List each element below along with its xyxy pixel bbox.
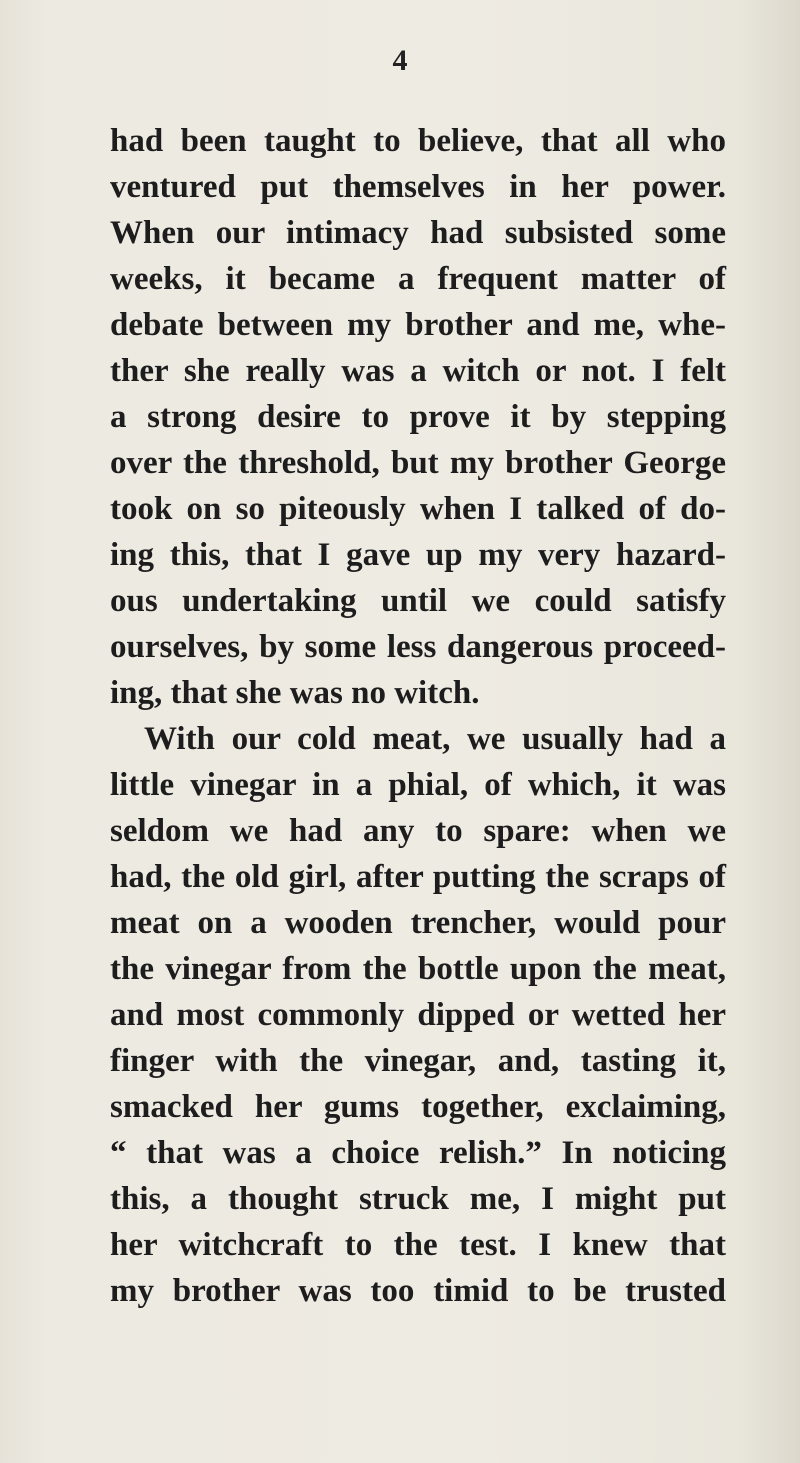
text-line: meat on a wooden trencher, would pour	[110, 905, 726, 941]
text-line: took on so piteously when I talked of do-	[110, 491, 726, 527]
text-line: debate between my brother and me, whe-	[110, 307, 726, 343]
text-line: the vinegar from the bottle upon the meat,	[110, 951, 726, 987]
text-line: “ that was a choice relish.” In noticing	[110, 1135, 726, 1171]
text-line: and most commonly dipped or wetted her	[110, 997, 726, 1033]
text-line: ing this, that I gave up my very hazard-	[110, 537, 726, 573]
text-line: With our cold meat, we usually had a	[144, 721, 726, 757]
text-line: this, a thought struck me, I might put	[110, 1181, 726, 1217]
text-line: smacked her gums together, exclaiming,	[110, 1089, 726, 1125]
text-line: ventured put themselves in her power.	[110, 169, 726, 205]
text-line: ous undertaking until we could satisfy	[110, 583, 726, 619]
text-line: seldom we had any to spare: when we	[110, 813, 726, 849]
text-line: ther she really was a witch or not. I felt	[110, 353, 726, 389]
text-line: ourselves, by some less dangerous proceed-	[110, 629, 726, 665]
text-line: over the threshold, but my brother George	[110, 445, 726, 481]
text-line: weeks, it became a frequent matter of	[110, 261, 726, 297]
body-text	[110, 118, 726, 1314]
text-line: my brother was too timid to be trusted	[110, 1273, 726, 1309]
text-line: her witchcraft to the test. I knew that	[110, 1227, 726, 1263]
text-line: finger with the vinegar, and, tasting it,	[110, 1043, 726, 1079]
text-line: a strong desire to prove it by stepping	[110, 399, 726, 435]
text-line: had been taught to believe, that all who	[110, 123, 726, 159]
page-number: 4	[392, 44, 408, 77]
text-line: little vinegar in a phial, of which, it was	[110, 767, 726, 803]
text-line: When our intimacy had subsisted some	[110, 215, 726, 251]
text-line: had, the old girl, after putting the scraps of	[110, 859, 726, 895]
text-line: ing, that she was no witch.	[110, 675, 480, 711]
